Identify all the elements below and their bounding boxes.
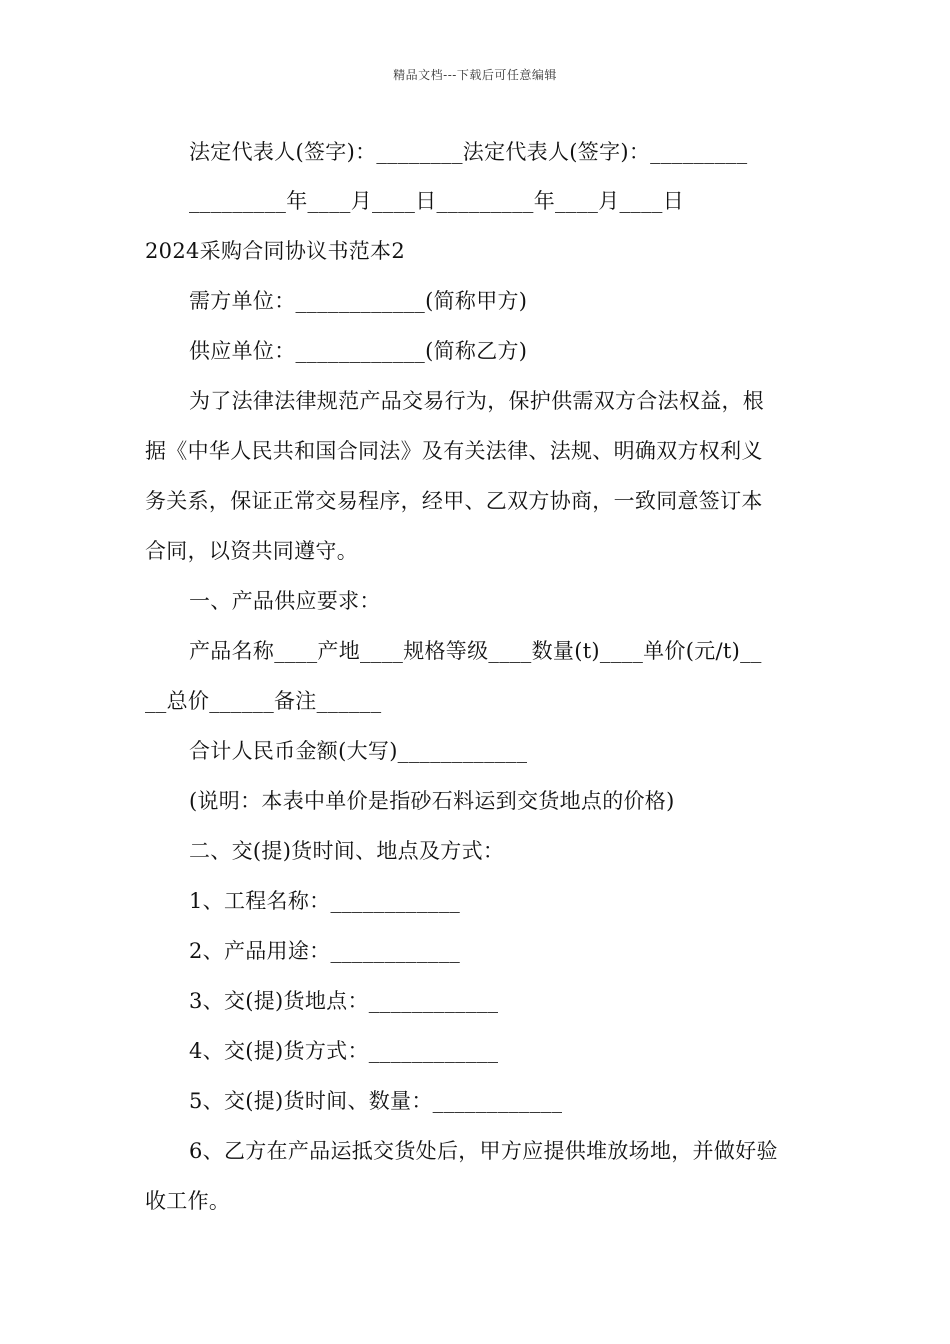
section-heading-1: 一、产品供应要求：: [189, 589, 381, 613]
intro-paragraph-line-3: 务关系，保证正常交易程序，经甲、乙双方协商，一致同意签订本: [145, 489, 763, 513]
section-heading-2: 二、交(提)货时间、地点及方式：: [189, 839, 505, 863]
item-delivery-place: 3、交(提)货地点：____________: [189, 989, 499, 1013]
buyer-unit-line: 需方单位：____________(简称甲方): [189, 289, 528, 313]
item-project-name: 1、工程名称：____________: [189, 889, 461, 913]
total-amount-line: 合计人民币金额(大写)____________: [189, 739, 528, 763]
price-note-line: (说明：本表中单价是指砂石料运到交货地点的价格): [189, 789, 675, 813]
signature-line: 法定代表人(签字)：________法定代表人(签字)：_________: [189, 140, 748, 164]
item-acceptance-line-2: 收工作。: [145, 1189, 231, 1213]
intro-paragraph-line-1: 为了法律法律规范产品交易行为，保护供需双方合法权益，根: [189, 389, 765, 413]
product-fields-line-1: 产品名称____产地____规格等级____数量(t)____单价(元/t)__: [189, 639, 762, 663]
intro-paragraph-line-4: 合同，以资共同遵守。: [145, 539, 358, 563]
item-product-use: 2、产品用途：____________: [189, 939, 461, 963]
document-title: 2024采购合同协议书范本2: [145, 239, 406, 263]
item-delivery-method: 4、交(提)货方式：____________: [189, 1039, 499, 1063]
supplier-unit-line: 供应单位：____________(简称乙方): [189, 339, 528, 363]
item-acceptance-line-1: 6、乙方在产品运抵交货处后，甲方应提供堆放场地，并做好验: [189, 1139, 778, 1163]
item-delivery-time: 5、交(提)货时间、数量：____________: [189, 1089, 563, 1113]
page-header: 精品文档---下载后可任意编辑: [393, 68, 557, 82]
intro-paragraph-line-2: 据《中华人民共和国合同法》及有关法律、法规、明确双方权利义: [145, 439, 763, 463]
product-fields-line-2: __总价______备注______: [145, 689, 382, 713]
date-line: _________年____月____日_________年____月____日: [189, 189, 684, 213]
